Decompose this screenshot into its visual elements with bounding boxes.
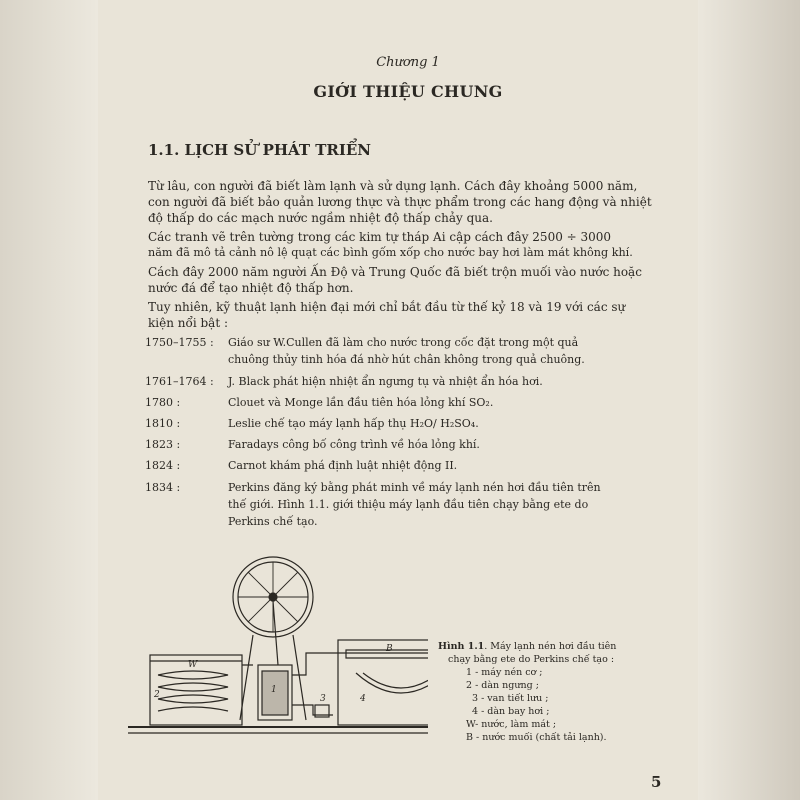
figure-caption — [438, 640, 623, 744]
paragraph-4-line-2: kiện nổi bật : — [148, 316, 228, 330]
timeline-year: 1810 : — [145, 417, 181, 430]
caption-line: 2 - dàn ngưng ; — [466, 680, 539, 691]
timeline-event-line: Clouet và Monge lần đầu tiên hóa lỏng khí SO₂. — [228, 396, 494, 409]
paragraph-3-line-1: Cách đây 2000 năm người Ấn Độ và Trung Quốc đã biết trộn muối vào nước hoặc — [148, 265, 642, 279]
timeline-event-line: Faradays công bố công trình về hóa lỏng khí. — [228, 438, 480, 451]
label-1: 1 — [271, 685, 277, 695]
caption-line: 3 - van tiết lưu ; — [472, 693, 549, 704]
paragraph-3-line-2: nước đá để tạo nhiệt độ thấp hơn. — [148, 281, 354, 295]
timeline-year: 1780 : — [145, 396, 181, 409]
condenser-coil-2 — [158, 671, 228, 711]
chapter-label: Chương 1 — [376, 55, 440, 70]
caption-line: B - nước muối (chất tải lạnh). — [466, 732, 607, 743]
timeline-event-line: Giáo sư W.Cullen đã làm cho nước trong cốc đặt trong một quả — [228, 336, 579, 349]
book-page — [98, 0, 698, 800]
paragraph-1-line-1: Từ lâu, con người đã biết làm lạnh và sử dụng lạnh. Cách đây khoảng 5000 năm, — [148, 179, 638, 193]
caption-label: Hình 1.1 — [438, 641, 485, 652]
paragraph-2-line-1: Các tranh vẽ trên tường trong các kim tự tháp Ai cập cách đây 2500 ÷ 3000 — [148, 230, 612, 244]
label-B: B — [386, 644, 393, 654]
timeline-year: 1750–1755 : — [145, 336, 214, 349]
caption-line: . Máy lạnh nén hơi đầu tiên — [484, 641, 617, 652]
right-page-edge — [698, 0, 800, 800]
caption-line: 4 - dàn bay hơi ; — [472, 706, 550, 717]
paragraph-4-line-1: Tuy nhiên, kỹ thuật lạnh hiện đại mới chỉ bắt đầu từ thế kỷ 18 và 19 với các sự — [148, 300, 626, 314]
timeline-year: 1761–1764 : — [145, 375, 214, 388]
caption-line: W- nước, làm mát ; — [466, 719, 557, 730]
paragraph-1-line-2: con người đã biết bảo quản lương thực và thực phẩm trong các hang động và nhiệt — [148, 195, 652, 209]
left-page-edge — [0, 0, 98, 800]
perkins-machine-diagram — [128, 555, 428, 745]
timeline-year: 1834 : — [145, 481, 181, 494]
label-3: 3 — [320, 694, 326, 704]
timeline-event-line: chuông thủy tinh hóa đá nhờ hút chân không trong quả chuông. — [228, 353, 585, 366]
timeline-event-line: Carnot khám phá định luật nhiệt động II. — [228, 459, 458, 472]
section-heading: 1.1. LỊCH SỬ PHÁT TRIỂN — [148, 141, 372, 159]
timeline-event-line: J. Black phát hiện nhiệt ẩn ngưng tụ và nhiệt ẩn hóa hơi. — [228, 375, 543, 388]
caption-line: chạy bằng ete do Perkins chế tạo : — [448, 654, 615, 665]
paragraph-2-line-2: năm đã mô tả cảnh nô lệ quạt các bình gốm xốp cho nước bay hơi làm mát không khí. — [148, 246, 633, 259]
chapter-title: GIỚI THIỆU CHUNG — [313, 82, 503, 101]
timeline-event-line: thế giới. Hình 1.1. giới thiệu máy lạnh đầu tiên chạy bằng ete do — [228, 498, 589, 511]
page-number: 5 — [651, 773, 662, 791]
label-2: 2 — [154, 690, 160, 700]
label-W: W — [188, 660, 198, 670]
label-4: 4 — [360, 694, 366, 704]
caption-line: 1 - máy nén cơ ; — [466, 667, 543, 678]
timeline-year: 1824 : — [145, 459, 181, 472]
timeline-event-line: Perkins chế tạo. — [228, 515, 318, 528]
paragraph-1-line-3: độ thấp do các mạch nước ngầm nhiệt độ thấp chảy qua. — [148, 211, 493, 225]
timeline-year: 1823 : — [145, 438, 181, 451]
timeline-event-line: Leslie chế tạo máy lạnh hấp thụ H₂O/ H₂SO₄. — [228, 417, 479, 430]
timeline-event-line: Perkins đăng ký bằng phát minh về máy lạnh nén hơi đầu tiên trên — [228, 481, 601, 494]
